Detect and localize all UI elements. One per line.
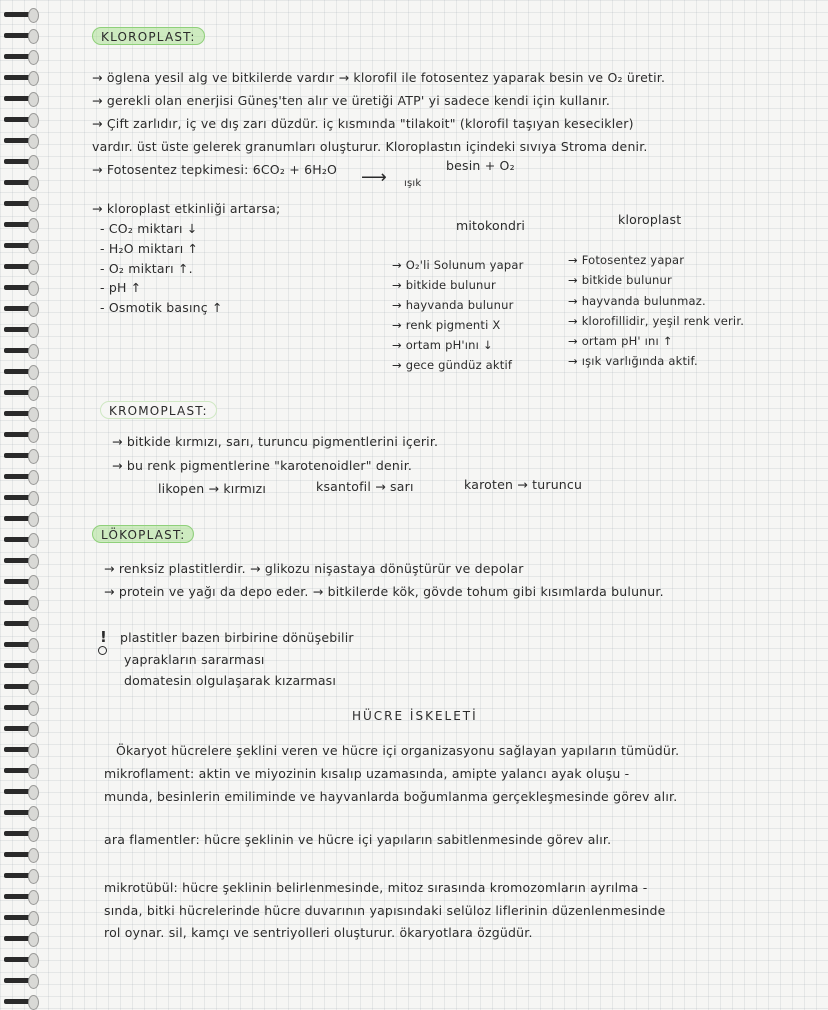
note-line-2: yaprakların sararması	[124, 652, 265, 667]
binding-ring	[4, 827, 34, 841]
activity-item: - CO₂ miktarı ↓	[100, 221, 198, 236]
pigment-karoten: karoten → turuncu	[464, 477, 583, 492]
binding-ring	[4, 806, 34, 820]
kloroplast-line-4: vardır. üst üste gelerek granumları oluşturur. Kloroplastın içindeki sıvıya Stroma denir.	[92, 139, 648, 154]
mitokondri-item: → gece gündüz aktif	[392, 358, 513, 372]
lokoplast-line-1: → renksiz plastitlerdir. → glikozu nişastaya dönüştürür ve depolar	[104, 561, 524, 576]
binding-ring	[4, 281, 34, 295]
binding-ring	[4, 764, 34, 778]
mitokondri-item: → O₂'li Solunum yapar	[392, 258, 524, 272]
binding-ring	[4, 596, 34, 610]
kloroplast-line-2: → gerekli olan enerjisi Güneş'ten alır ve üretiği ATP' yi sadece kendi için kullanır.	[92, 93, 611, 108]
binding-ring	[4, 638, 34, 652]
mitokondri-item: → hayvanda bulunur	[392, 298, 514, 312]
binding-ring	[4, 953, 34, 967]
kromoplast-line-2: → bu renk pigmentlerine "karotenoidler" denir.	[112, 458, 413, 473]
mitokondri-header: mitokondri	[456, 218, 526, 233]
activity-title: → kloroplast etkinliği artarsa;	[92, 201, 281, 216]
binding-ring	[4, 386, 34, 400]
pigment-likopen: likopen → kırmızı	[158, 481, 267, 496]
hucre-line-1: Ökaryot hücrelere şeklini veren ve hücre içi organizasyonu sağlayan yapıların tümüdür.	[116, 743, 680, 758]
activity-item: - H₂O miktarı ↑	[100, 241, 199, 256]
binding-ring	[4, 533, 34, 547]
binding-ring	[4, 71, 34, 85]
binding-ring	[4, 218, 34, 232]
binding-ring	[4, 92, 34, 106]
mitokondri-item: → bitkide bulunur	[392, 278, 496, 292]
reaction-product: besin + O₂	[446, 158, 515, 173]
binding-ring	[4, 8, 34, 22]
kloroplast-item: → ışık varlığında aktif.	[568, 354, 698, 368]
hucre-line-4: ara flamentler: hücre şeklinin ve hücre içi yapıların sabitlenmesinde görev alır.	[104, 832, 612, 847]
binding-ring	[4, 407, 34, 421]
binding-ring	[4, 869, 34, 883]
binding-ring	[4, 785, 34, 799]
kloroplast-heading: KLOROPLAST:	[92, 27, 205, 45]
pigment-ksantofil: ksantofil → sarı	[316, 479, 414, 494]
binding-ring	[4, 680, 34, 694]
kloroplast-item: → Fotosentez yapar	[568, 253, 685, 267]
binding-ring	[4, 302, 34, 316]
hucre-line-3: munda, besinlerin emiliminde ve hayvanlarda boğumlanma gerçekleşmesinde görev alır.	[104, 789, 678, 804]
binding-ring	[4, 911, 34, 925]
binding-ring	[4, 701, 34, 715]
activity-item: - Osmotik basınç ↑	[100, 300, 223, 315]
kloroplast-line-1: → öglena yesil alg ve bitkilerde vardır → klorofil ile fotosentez yaparak besin ve O₂ üretir.	[92, 70, 666, 85]
binding-ring	[4, 491, 34, 505]
note-mark: !	[100, 628, 108, 646]
note-bullet-icon	[98, 646, 107, 655]
binding-ring	[4, 29, 34, 43]
lokoplast-heading: LÖKOPLAST:	[92, 525, 194, 543]
binding-ring	[4, 365, 34, 379]
binding-ring	[4, 197, 34, 211]
binding-ring	[4, 344, 34, 358]
mitokondri-item: → renk pigmenti X	[392, 318, 501, 332]
binding-ring	[4, 848, 34, 862]
binding-ring	[4, 113, 34, 127]
binding-ring	[4, 428, 34, 442]
kloroplast-line-5: → Fotosentez tepkimesi: 6CO₂ + 6H₂O	[92, 162, 338, 177]
binding-ring	[4, 659, 34, 673]
kloroplast-header: kloroplast	[618, 212, 682, 227]
kloroplast-item: → ortam pH' ını ↑	[568, 334, 673, 348]
binding-ring	[4, 470, 34, 484]
binding-ring	[4, 239, 34, 253]
binding-ring	[4, 260, 34, 274]
hucre-line-6: sında, bitki hücrelerinde hücre duvarının yapısındaki selüloz liflerinin düzenlenmesinde	[104, 903, 666, 918]
reaction-condition: ışık	[404, 178, 422, 189]
kromoplast-line-1: → bitkide kırmızı, sarı, turuncu pigmentlerini içerir.	[112, 434, 439, 449]
binding-ring	[4, 323, 34, 337]
binding-ring	[4, 722, 34, 736]
kloroplast-item: → bitkide bulunur	[568, 273, 672, 287]
reaction-arrow: ⟶	[361, 167, 388, 188]
binding-ring	[4, 134, 34, 148]
mitokondri-item: → ortam pH'ını ↓	[392, 338, 493, 352]
binding-ring	[4, 449, 34, 463]
note-line-3: domatesin olgulaşarak kızarması	[124, 673, 337, 688]
activity-item: - pH ↑	[100, 280, 142, 295]
hucre-line-5: mikrotübül: hücre şeklinin belirlenmesinde, mitoz sırasında kromozomların ayrılma -	[104, 880, 648, 895]
kloroplast-item: → klorofillidir, yeşil renk verir.	[568, 314, 745, 328]
lokoplast-line-2: → protein ve yağı da depo eder. → bitkilerde kök, gövde tohum gibi kısımlarda bulunur.	[104, 584, 664, 599]
binding-ring	[4, 890, 34, 904]
binding-ring	[4, 743, 34, 757]
binding-ring	[4, 932, 34, 946]
kromoplast-heading: KROMOPLAST:	[100, 401, 217, 419]
binding-ring	[4, 155, 34, 169]
hucre-line-7: rol oynar. sil, kamçı ve sentriyolleri oluşturur. ökaryotlara özgüdür.	[104, 925, 533, 940]
binding-ring	[4, 974, 34, 988]
binding-ring	[4, 575, 34, 589]
binding-ring	[4, 512, 34, 526]
kloroplast-item: → hayvanda bulunmaz.	[568, 294, 706, 308]
activity-item: - O₂ miktarı ↑.	[100, 261, 193, 276]
binding-ring	[4, 554, 34, 568]
spiral-binding	[0, 0, 40, 1008]
hucre-iskeleti-heading: HÜCRE İSKELETİ	[352, 709, 478, 723]
binding-ring	[4, 995, 34, 1009]
binding-ring	[4, 617, 34, 631]
note-line-1: plastitler bazen birbirine dönüşebilir	[120, 630, 354, 645]
hucre-line-2: mikroflament: aktin ve miyozinin kısalıp uzamasında, amipte yalancı ayak oluşu -	[104, 766, 630, 781]
binding-ring	[4, 50, 34, 64]
binding-ring	[4, 176, 34, 190]
kloroplast-line-3: → Çift zarlıdır, iç ve dış zarı düzdür. iç kısmında "tilakoit" (klorofil taşıyan kesecikler)	[92, 116, 634, 131]
